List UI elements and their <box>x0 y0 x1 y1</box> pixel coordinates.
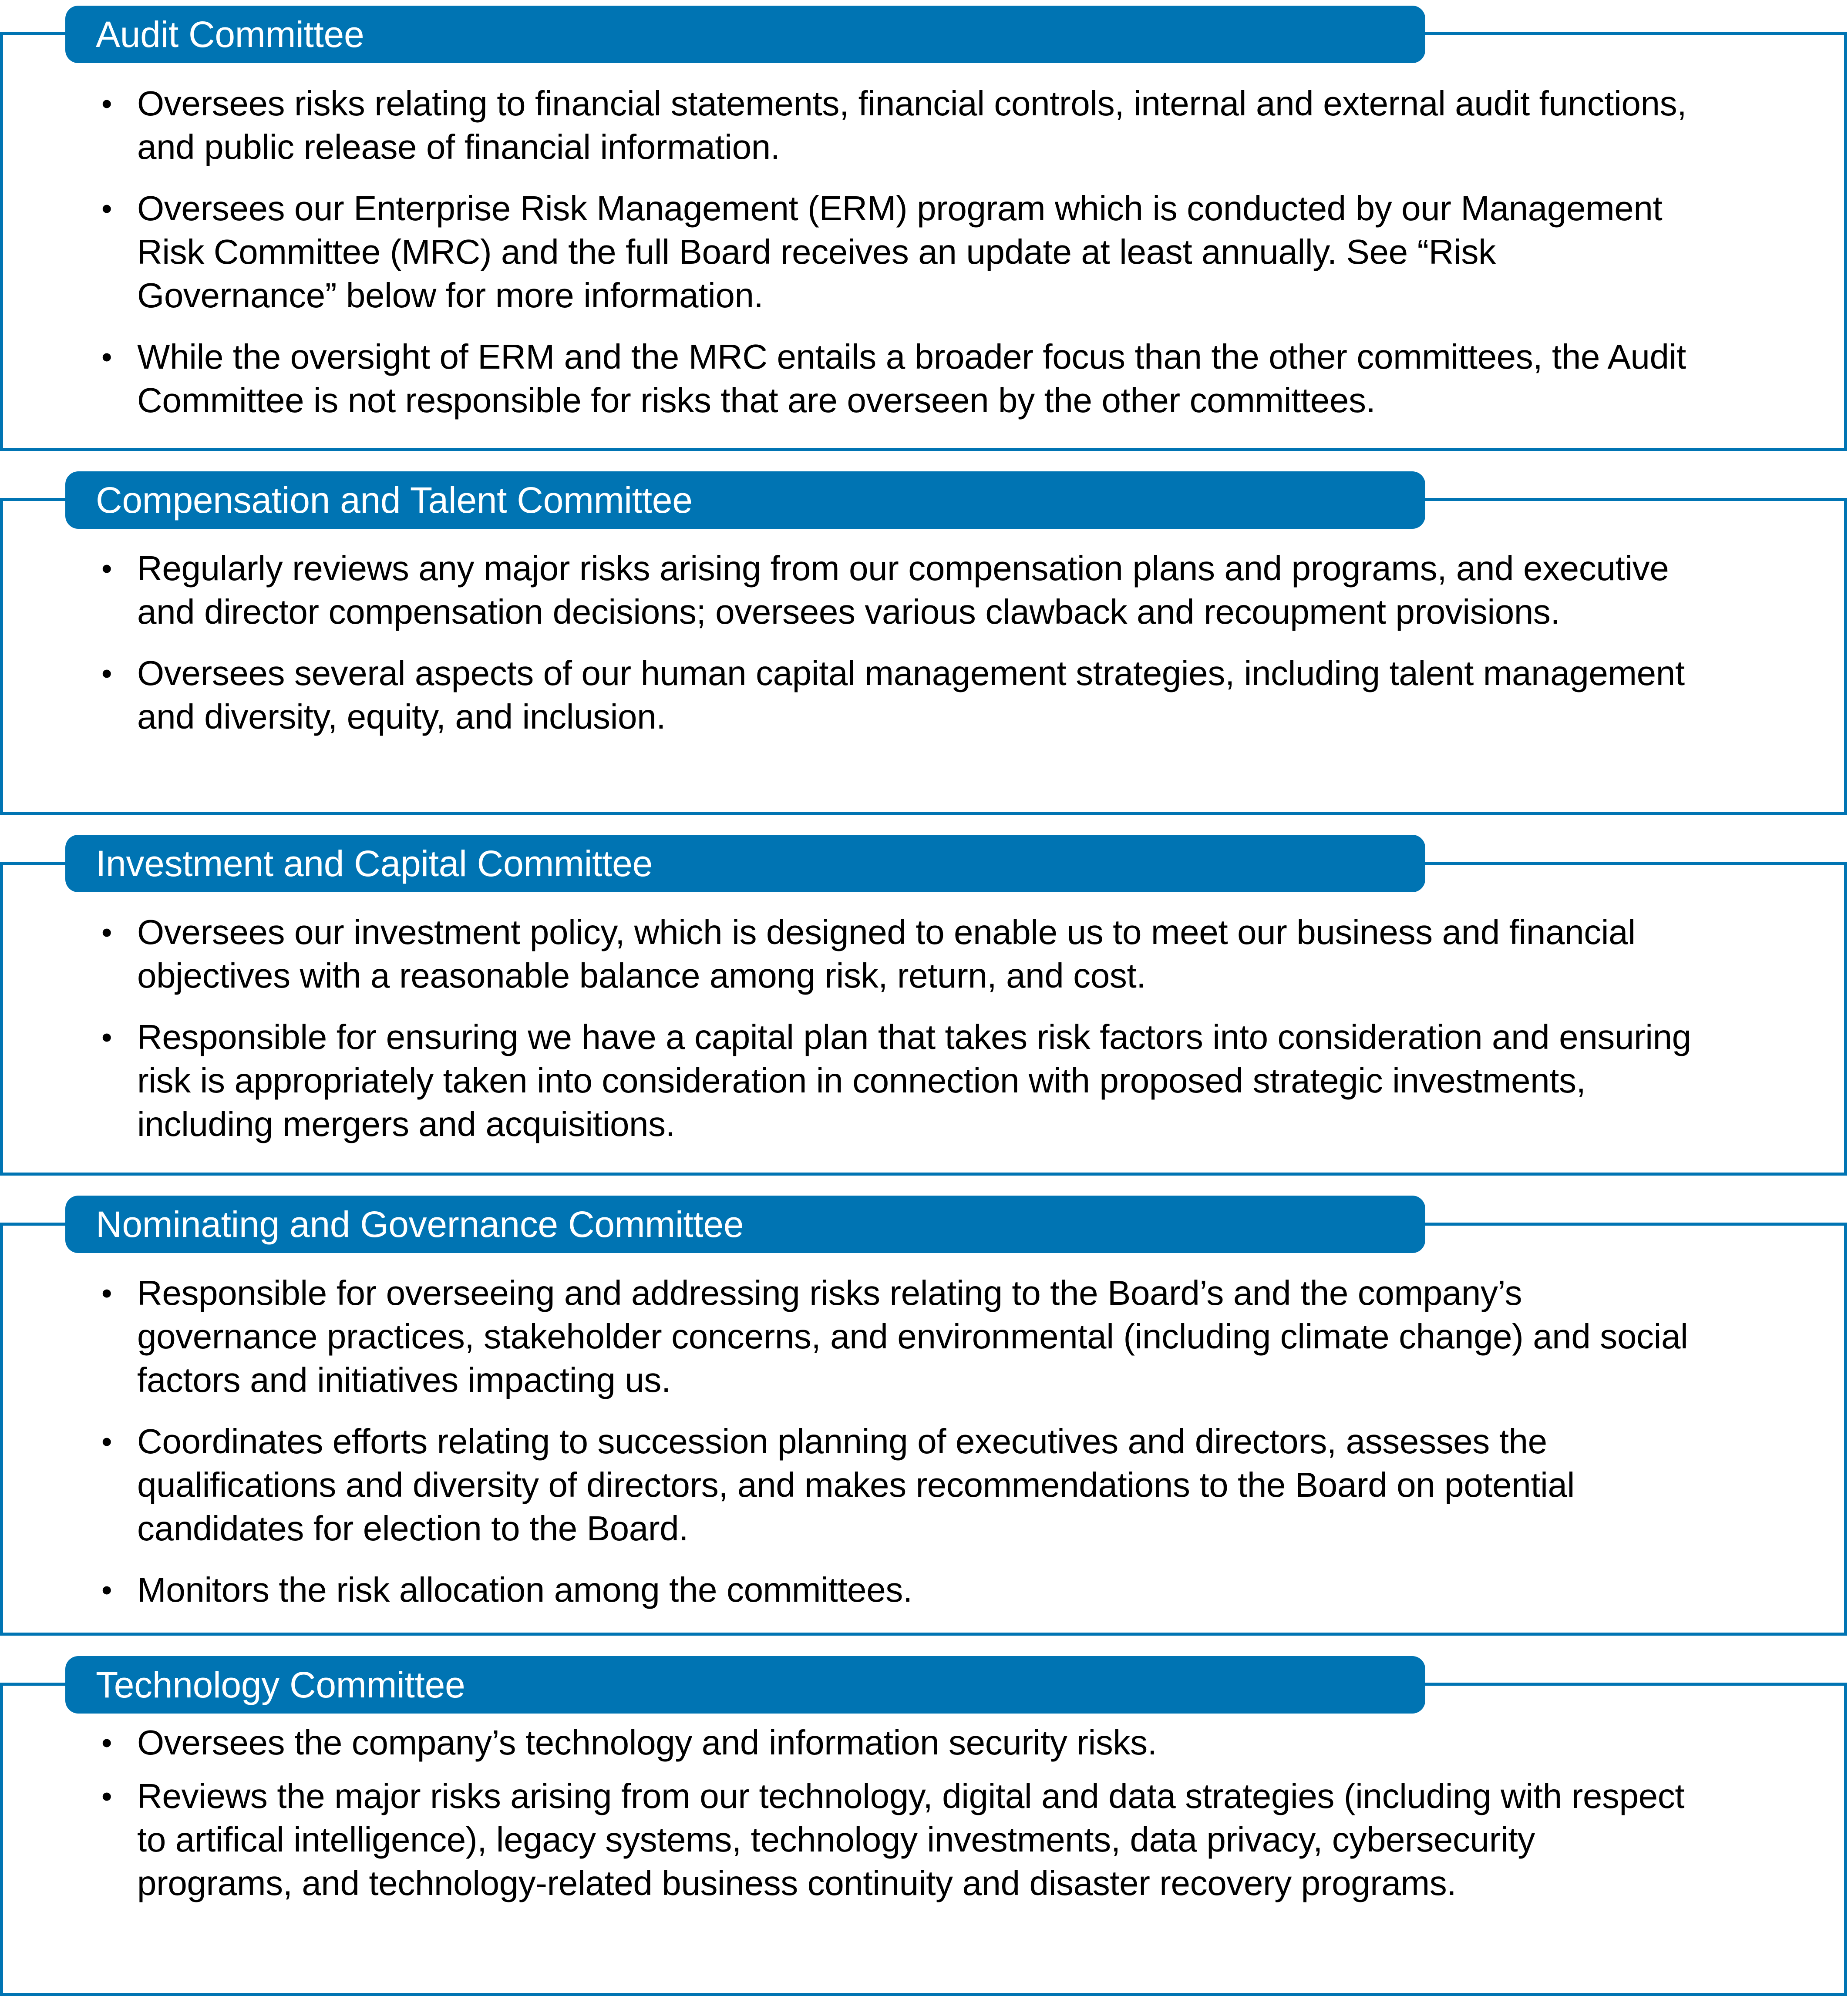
bullet-list <box>0 1271 1698 1630</box>
committee-title: Investment and Capital Committee <box>96 843 653 884</box>
list-item <box>0 652 1698 739</box>
bullet-icon: • <box>101 551 112 585</box>
bullet-icon: • <box>101 656 112 690</box>
bullet-icon: • <box>101 340 112 374</box>
list-item <box>0 911 1698 998</box>
committee-header-audit <box>65 6 1425 63</box>
bullet-icon: • <box>101 915 112 949</box>
committee-header-nominating <box>65 1196 1425 1253</box>
bullet-icon: • <box>101 1573 112 1607</box>
bullet-text: Responsible for overseeing and addressing risks relating to the Board’s and the company’s governance practices, stakeholder concerns, and environmental (including climate change) and social factors and initiatives impacting us. <box>137 1274 1688 1399</box>
bullet-text: Regularly reviews any major risks arising from our compensation plans and programs, and executive and director compensation decisions; oversees various clawback and recoupment provisions. <box>137 549 1669 631</box>
bullet-text: Coordinates efforts relating to succession planning of executives and directors, assesses the qualifications and diversity of directors, and makes recommendations to the Board on potential candidates for election to the Board. <box>137 1422 1575 1548</box>
committee-title: Nominating and Governance Committee <box>96 1204 744 1245</box>
bullet-text: Oversees risks relating to financial statements, financial controls, internal and external audit functions, and public release of financial information. <box>137 84 1687 166</box>
bullet-icon: • <box>101 192 112 225</box>
bullet-text: Oversees the company’s technology and information security risks. <box>137 1723 1157 1762</box>
bullet-icon: • <box>101 1276 112 1310</box>
list-item <box>0 1774 1698 1905</box>
bullet-text: Responsible for ensuring we have a capital plan that takes risk factors into consideration and ensuring risk is appropriately taken into consideration in connection with proposed strategic investments, including mergers and acquisitions. <box>137 1018 1691 1143</box>
committee-header-investment <box>65 835 1425 892</box>
list-item <box>0 547 1698 634</box>
list-item <box>0 1568 1698 1612</box>
bullet-text: Oversees several aspects of our human capital management strategies, including talent management and diversity, equity, and inclusion. <box>137 654 1685 736</box>
bullet-icon: • <box>101 87 112 121</box>
bullet-icon: • <box>101 1020 112 1054</box>
bullet-text: Monitors the risk allocation among the committees. <box>137 1570 912 1609</box>
committee-header-compensation <box>65 471 1425 529</box>
bullet-list <box>0 547 1698 756</box>
bullet-text: Reviews the major risks arising from our technology, digital and data strategies (including with respect to artifical intelligence), legacy systems, technology investments, data privacy, cybersecurity programs, and technology-related business continuity and disaster recovery programs. <box>137 1777 1685 1902</box>
list-item <box>0 187 1698 317</box>
committee-title: Technology Committee <box>96 1664 465 1705</box>
bullet-icon: • <box>101 1726 112 1760</box>
bullet-list <box>0 82 1698 440</box>
committee-title: Compensation and Talent Committee <box>96 480 693 521</box>
list-item <box>0 82 1698 169</box>
list-item <box>0 1271 1698 1402</box>
bullet-text: While the oversight of ERM and the MRC entails a broader focus than the other committees, the Audit Committee is not responsible for risks that are overseen by the other committees. <box>137 337 1686 420</box>
list-item <box>0 335 1698 422</box>
list-item <box>0 1015 1698 1146</box>
bullet-text: Oversees our investment policy, which is designed to enable us to meet our business and financial objectives with a reasonable balance among risk, return, and cost. <box>137 913 1636 995</box>
list-item <box>0 1420 1698 1550</box>
bullet-list <box>0 911 1698 1164</box>
list-item <box>0 1721 1698 1764</box>
bullet-text: Oversees our Enterprise Risk Management (ERM) program which is conducted by our Management Risk Committee (MRC) and the full Board receives an update at least annually. See “Risk Governance” below for more information. <box>137 189 1663 315</box>
committee-title: Audit Committee <box>96 14 364 55</box>
committee-header-technology <box>65 1656 1425 1714</box>
bullet-list <box>0 1721 1698 1915</box>
bullet-icon: • <box>101 1779 112 1813</box>
bullet-icon: • <box>101 1425 112 1458</box>
